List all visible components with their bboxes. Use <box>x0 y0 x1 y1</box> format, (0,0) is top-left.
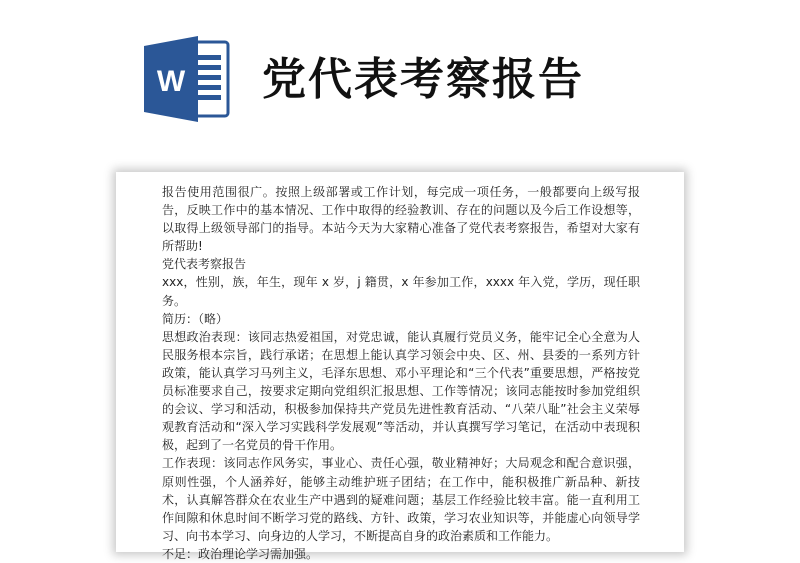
word-document-icon <box>142 36 232 122</box>
paragraph-work: 工作表现：该同志作风务实，事业心、责任心强，敬业精神好；大局观念和配合意识强，原则性强，个人涵养好，能够主动维护班子团结；在工作中，能积极推广新品种、新技术，认真解答群众在农业生产中遇到的疑难问题；基层工作经验比较丰富。能一直利用工作间隙和休息时间不断学习党的路线、方针、政策，学习农业知识等，并能虚心向领导学习、向书本学习、向身边的人学习，不断提高自身的政治素质和工作能力。 <box>162 456 640 543</box>
page-title: 党代表考察报告 <box>262 54 584 105</box>
paragraph-resume: 简历：（略） <box>162 311 229 326</box>
document-body <box>162 183 640 563</box>
paragraph-shortcomings: 不足：政治理论学习需加强。 <box>162 546 319 561</box>
paragraph-political: 思想政治表现：该同志热爱祖国，对党忠诚，能认真履行党员义务，能牢记全心全意为人民服务根本宗旨，践行承诺；在思想上能认真学习领会中央、区、州、县委的一系列方针政策，能认真学习马列主义，毛泽东思想、邓小平理论和“三个代表”重要思想，严格按党员标准要求自己，按要求定期向党组织汇报思想、工作等情况；该同志能按时参加党组织的会议、学习和活动，积极参加保持共产党员先进性教育活动、“八荣八耻”社会主义荣辱观教育活动和“深入学习实践科学发展观”等活动，并认真撰写学习笔记，在活动中表现积极，起到了一名党员的骨干作用。 <box>162 329 640 453</box>
paragraph-intro: 报告使用范围很广。按照上级部署或工作计划，每完成一项任务，一般都要向上级写报告，反映工作中的基本情况、工作中取得的经验教训、存在的问题以及今后工作设想等，以取得上级领导部门的指导。本站今天为大家精心准备了党代表考察报告，希望对大家有所帮助! <box>162 185 640 254</box>
paragraph-doc-title: 党代表考察报告 <box>162 257 247 272</box>
word-icon-letter: W <box>156 65 186 98</box>
paragraph-personal-info: xxx，性别，族，年生，现年 x 岁，j 籍贯，x 年参加工作，xxxx 年入党，学历，现任职务。 <box>162 275 640 308</box>
document-page <box>116 172 684 561</box>
